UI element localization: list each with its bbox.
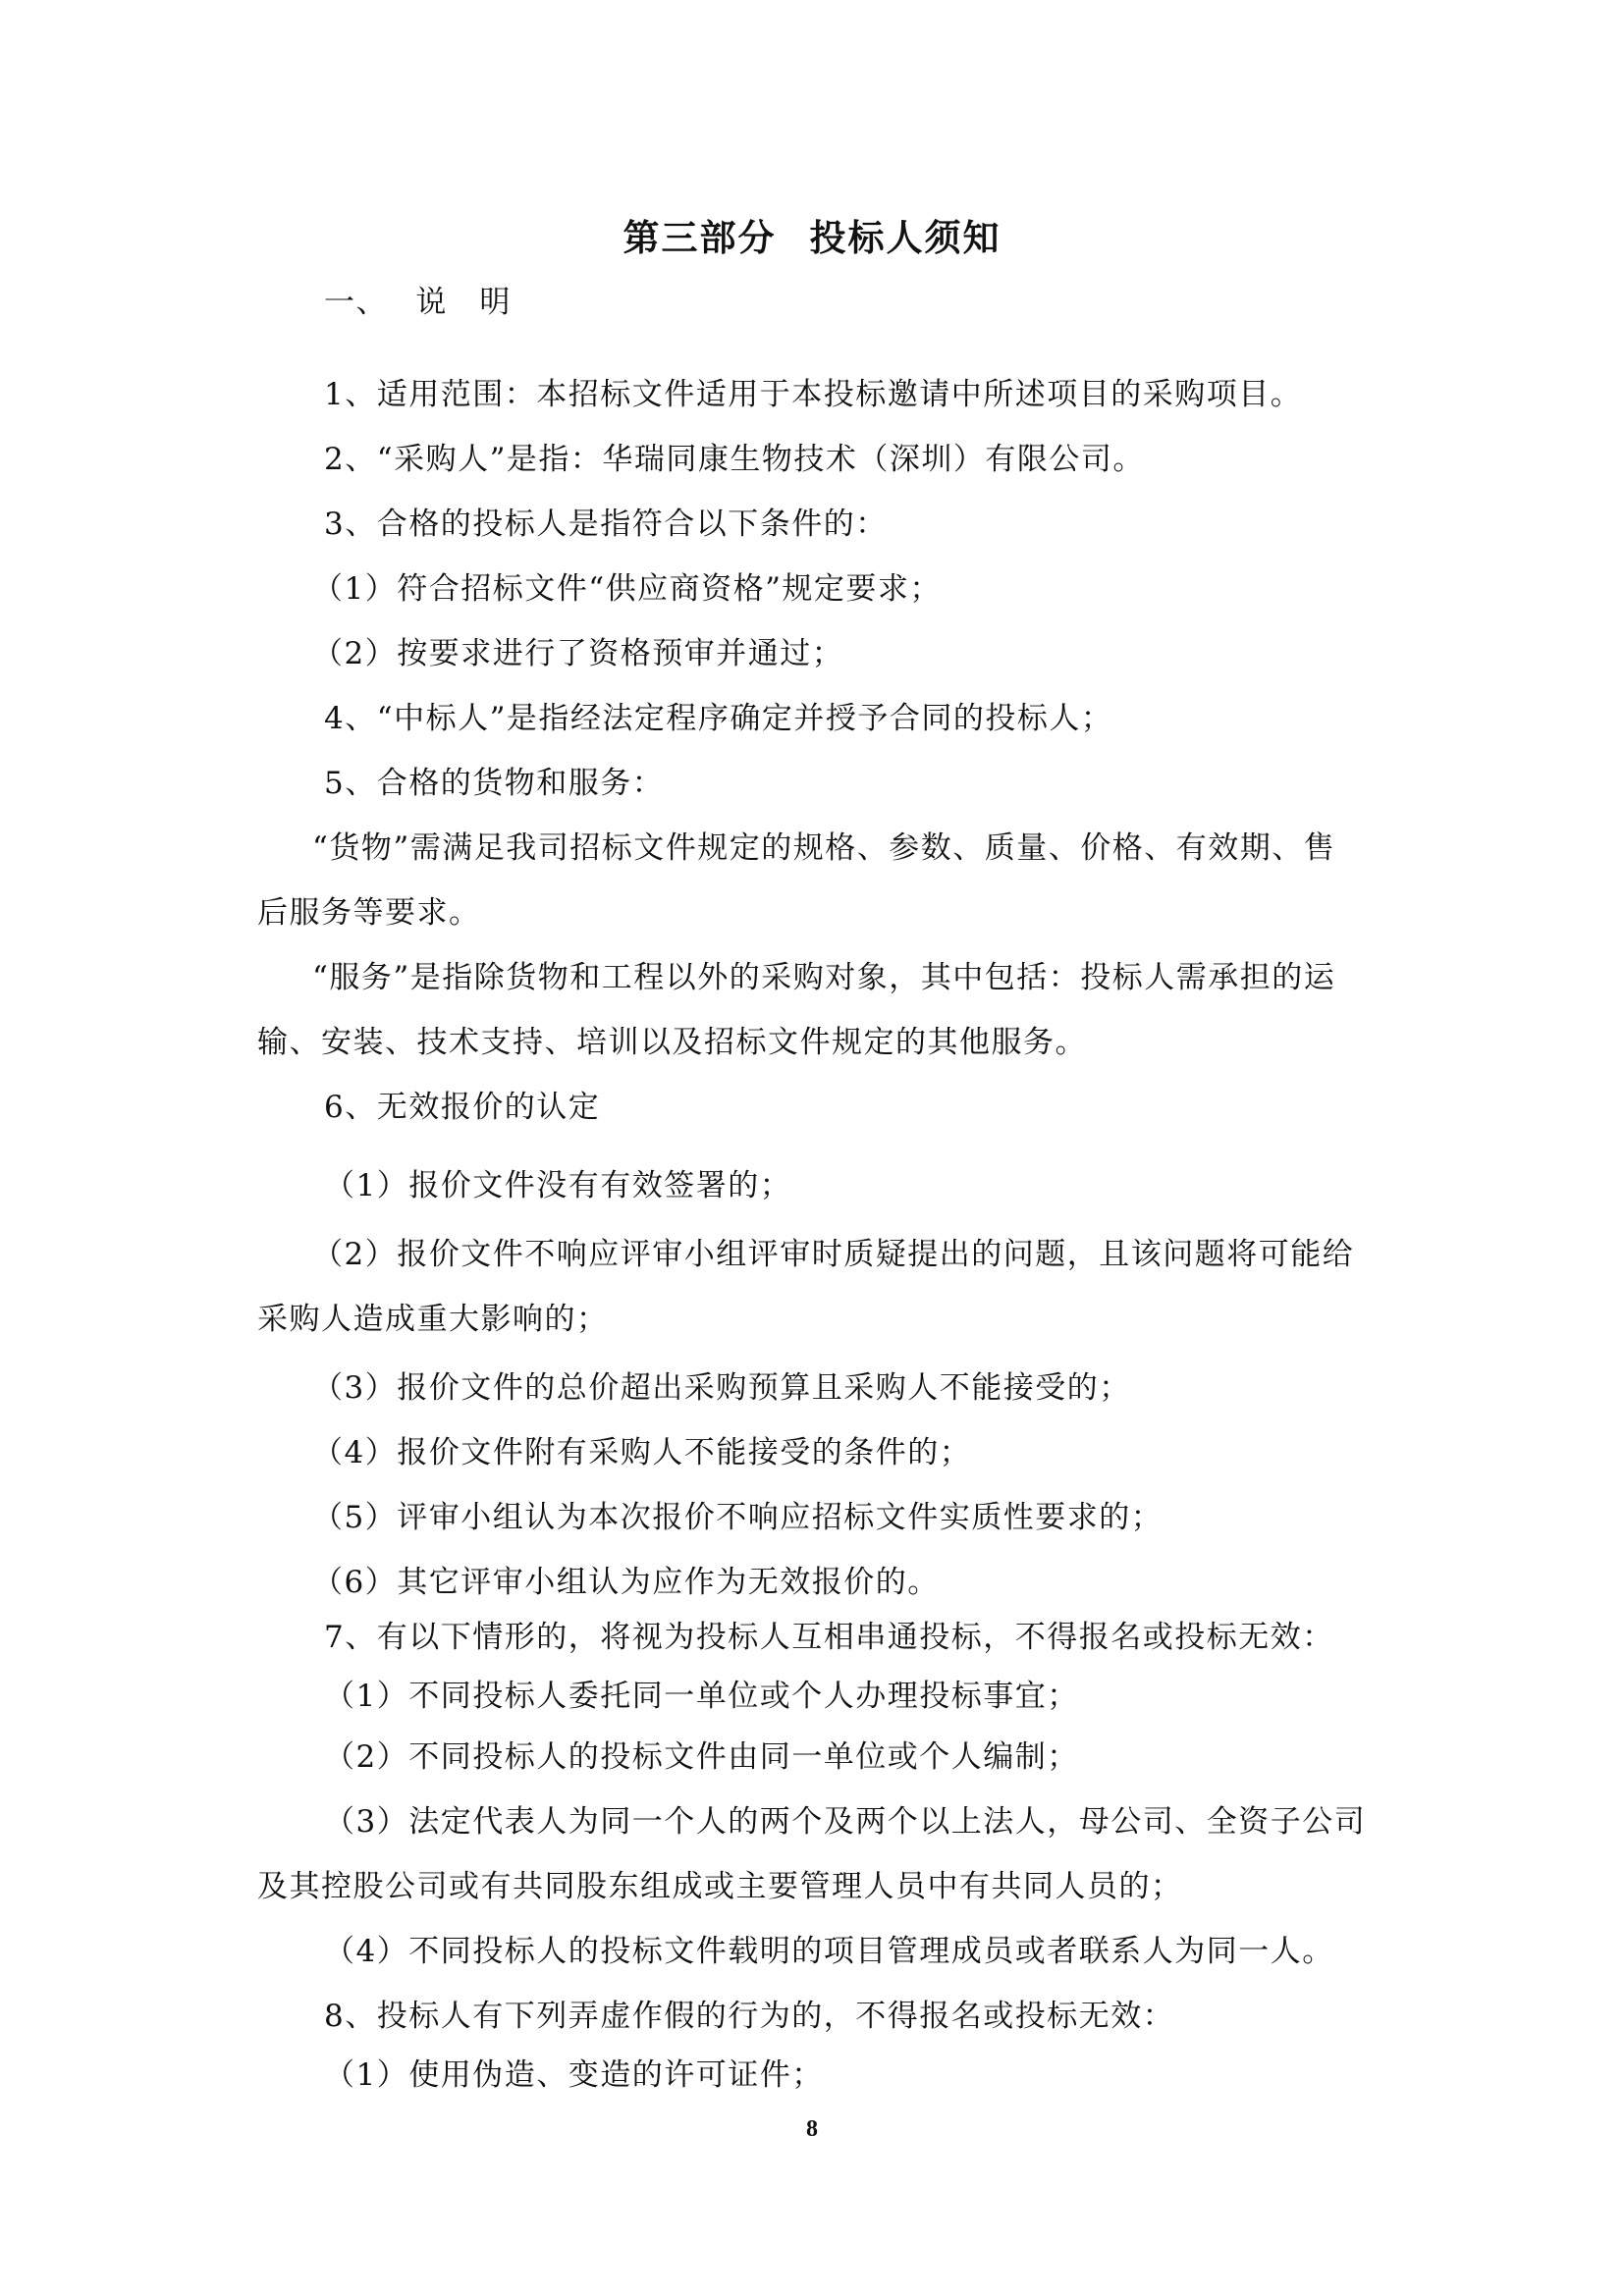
paragraph-line: 5、合格的货物和服务： xyxy=(324,766,665,801)
paragraph-line: （5）评审小组认为本次报价不响应招标文件实质性要求的； xyxy=(312,1500,1164,1535)
paragraph-line: 4、“中标人”是指经法定程序确定并授予合同的投标人； xyxy=(324,701,1113,736)
paragraph-line: （3）法定代表人为同一个人的两个及两个以上法人，母公司、全资子公司 xyxy=(324,1804,1367,1840)
paragraph-line: 及其控股公司或有共同股东组成或主要管理人员中有共同人员的； xyxy=(257,1869,1183,1904)
paragraph-line: （2）按要求进行了资格预审并通过； xyxy=(312,636,844,671)
paragraph-line: 采购人造成重大影响的； xyxy=(257,1302,609,1337)
paragraph-line: 输、安装、技术支持、培训以及招标文件规定的其他服务。 xyxy=(257,1025,1087,1060)
paragraph-line: （1）使用伪造、变造的许可证件； xyxy=(324,2057,824,2093)
paragraph-line: “货物”需满足我司招标文件规定的规格、参数、质量、价格、有效期、售 xyxy=(312,830,1336,866)
paragraph-line: 3、合格的投标人是指符合以下条件的： xyxy=(324,507,888,542)
paragraph-line: （3）报价文件的总价超出采购预算且采购人不能接受的； xyxy=(312,1370,1131,1406)
paragraph-line: （4）不同投标人的投标文件载明的项目管理成员或者联系人为同一人。 xyxy=(324,1934,1334,1969)
paragraph-line: 2、“采购人”是指：华瑞同康生物技术（深圳）有限公司。 xyxy=(324,442,1145,477)
paragraph-line: （6）其它评审小组认为应作为无效报价的。 xyxy=(312,1565,940,1600)
paragraph-line: 7、有以下情形的，将视为投标人互相串通投标，不得报名或投标无效： xyxy=(324,1620,1334,1655)
paragraph-line: （4）报价文件附有采购人不能接受的条件的； xyxy=(312,1435,972,1470)
paragraph-line: （1）不同投标人委托同一单位或个人办理投标事宜； xyxy=(324,1679,1079,1714)
paragraph-line: 后服务等要求。 xyxy=(257,895,481,931)
paragraph-line: （2）不同投标人的投标文件由同一单位或个人编制； xyxy=(324,1739,1079,1775)
title-name: 投标人须知 xyxy=(809,217,1001,259)
paragraph-line: 1、适用范围：本招标文件适用于本投标邀请中所述项目的采购项目。 xyxy=(324,377,1303,412)
paragraph-line: （2）报价文件不响应评审小组评审时质疑提出的问题，且该问题将可能给 xyxy=(312,1237,1355,1272)
title-part: 第三部分 xyxy=(623,217,777,259)
paragraph-line: （1）符合招标文件“供应商资格”规定要求； xyxy=(312,571,942,607)
page-number: 8 xyxy=(806,2116,818,2142)
paragraph-line: 6、无效报价的认定 xyxy=(324,1090,601,1125)
paragraph-line: 8、投标人有下列弄虚作假的行为的，不得报名或投标无效： xyxy=(324,1999,1175,2034)
section-heading: 一、 说 明 xyxy=(324,285,512,320)
page-title xyxy=(0,208,1624,261)
paragraph-line: “服务”是指除货物和工程以外的采购对象，其中包括：投标人需承担的运 xyxy=(312,960,1336,995)
paragraph-line: （1）报价文件没有有效签署的； xyxy=(324,1168,792,1203)
